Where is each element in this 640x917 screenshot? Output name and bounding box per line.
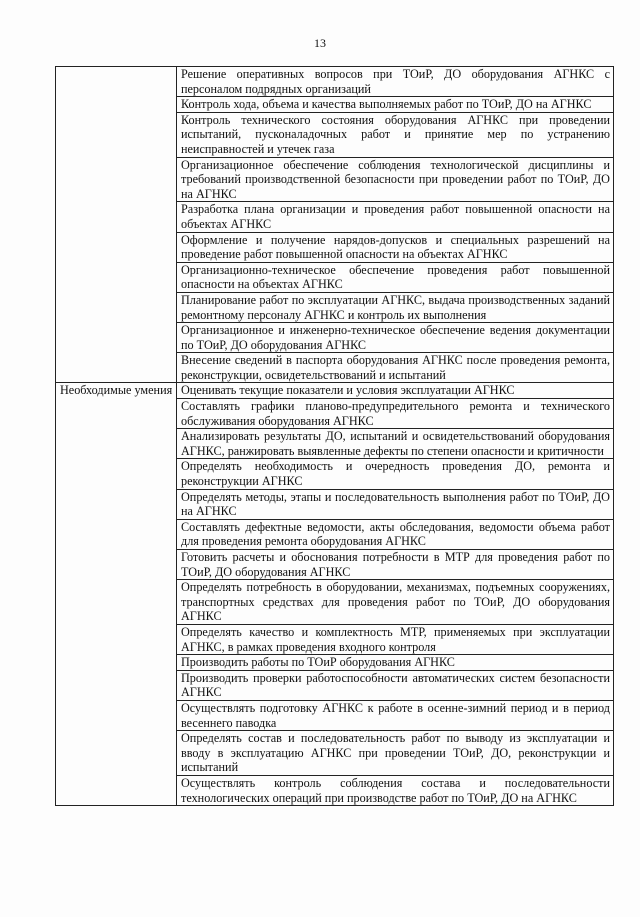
table-cell: Осуществлять подготовку АГНКС к работе в осенне-зимний период и в период весеннего паводка [177,700,614,730]
table-cell: Планирование работ по эксплуатации АГНКС, выдача производственных заданий ремонтному персоналу АГНКС и контроль их выполнения [177,292,614,322]
table-cell: Осуществлять контроль соблюдения состава и последовательности технологических операций при производстве работ по ТОиР, ДО на АГНКС [177,775,614,805]
table-cell: Составлять графики планово-предупредительного ремонта и технического обслуживания оборудования АГНКС [177,399,614,429]
table-cell: Организационное обеспечение соблюдения технологической дисциплины и требований производственной безопасности при проведении работ по ТОиР, ДО на АГНКС [177,157,614,202]
table-cell: Организационно-техническое обеспечение проведения работ повышенной опасности на объектах АГНКС [177,262,614,292]
table-cell: Готовить расчеты и обоснования потребности в МТР для проведения работ по ТОиР, ДО оборудования АГНКС [177,550,614,580]
table-cell: Определять потребность в оборудовании, механизмах, подъемных сооружениях, транспортных средствах для проведения работ по ТОиР, ДО оборудования АГНКС [177,580,614,625]
table-cell: Контроль технического состояния оборудования АГНКС при проведении испытаний, пусконаладочных работ и принятие мер по устранению неисправностей и утечек газа [177,112,614,157]
table-cell: Анализировать результаты ДО, испытаний и освидетельствований оборудования АГНКС, ранжировать выявленные дефекты по степени опасности и критичности [177,429,614,459]
table-cell: Составлять дефектные ведомости, акты обследования, ведомости объема работ для проведения ремонта оборудования АГНКС [177,519,614,549]
table-cell: Определять качество и комплектность МТР, применяемых при эксплуатации АГНКС, в рамках проведения входного контроля [177,624,614,654]
table-cell: Оформление и получение нарядов-допусков и специальных разрешений на проведение работ повышенной опасности на объектах АГНКС [177,232,614,262]
category-cell-empty [56,67,177,383]
table-cell: Производить проверки работоспособности автоматических систем безопасности АГНКС [177,670,614,700]
table-cell: Определять необходимость и очередность проведения ДО, ремонта и реконструкции АГНКС [177,459,614,489]
table-cell: Решение оперативных вопросов при ТОиР, ДО оборудования АГНКС с персоналом подрядных организаций [177,67,614,97]
table-cell: Организационное и инженерно-техническое обеспечение ведения документации по ТОиР, ДО оборудования АГНКС [177,323,614,353]
table-cell: Производить работы по ТОиР оборудования АГНКС [177,655,614,671]
table-cell: Определять состав и последовательность работ по выводу из эксплуатации и вводу в эксплуатацию АГНКС при проведении ТОиР, ДО, реконструкции и испытаний [177,731,614,776]
table-row [56,67,614,97]
table-cell: Контроль хода, объема и качества выполняемых работ по ТОиР, ДО на АГНКС [177,97,614,113]
table-cell: Определять методы, этапы и последовательность выполнения работ по ТОиР, ДО на АГНКС [177,489,614,519]
page-number: 13 [314,36,326,50]
skills-label: Необходимые умения [56,383,177,806]
table-row [56,383,614,399]
table-cell: Оценивать текущие показатели и условия эксплуатации АГНКС [177,383,614,399]
table-cell: Внесение сведений в паспорта оборудования АГНКС после проведения ремонта, реконструкции, освидетельствований и испытаний [177,353,614,383]
table-cell: Разработка плана организации и проведения работ повышенной опасности на объектах АГНКС [177,202,614,232]
competency-table [55,66,614,806]
